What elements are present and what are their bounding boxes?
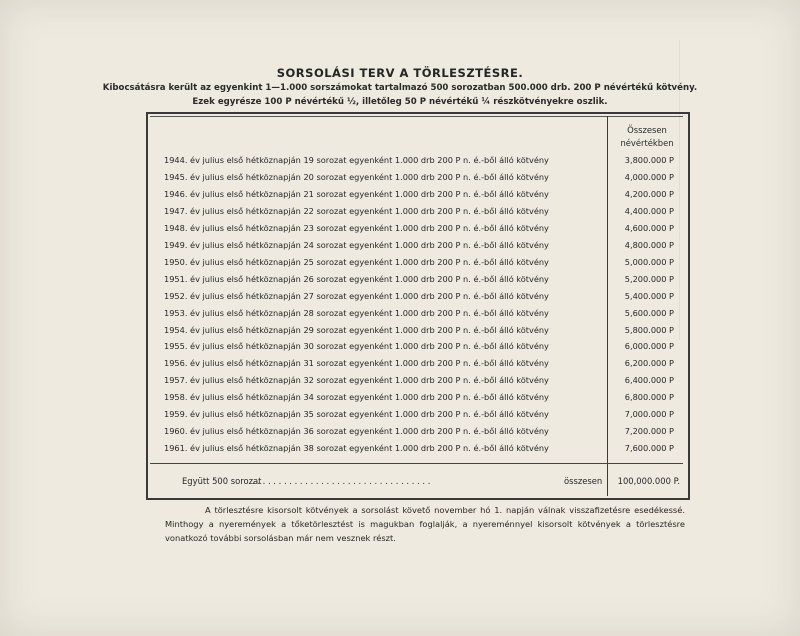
row-description: 1953. év julius első hétköznapján 28 sorozat egyenként 1.000 drb 200 P n. é.-ből álló kötvény	[164, 307, 549, 318]
row-amount: 6,200.000 P	[624, 358, 674, 369]
table-row	[154, 339, 684, 356]
page-title: SORSOLÁSI TERV A TÖRLESZTÉSRE.	[276, 66, 524, 80]
row-description: 1961. év julius első hétköznapján 38 sorozat egyenként 1.000 drb 200 P n. é.-ből álló kötvény	[164, 443, 549, 454]
table-row	[154, 289, 684, 306]
repayment-note	[165, 503, 685, 545]
row-description: 1957. év julius első hétköznapján 32 sorozat egyenként 1.000 drb 200 P n. é.-ből álló kötvény	[164, 375, 549, 386]
row-description: 1950. év julius első hétköznapján 25 sorozat egyenként 1.000 drb 200 P n. é.-ből álló kötvény	[164, 256, 549, 267]
table-row	[154, 204, 684, 221]
table-row	[154, 255, 684, 272]
amount-column-header-sub: névértékben	[620, 138, 674, 148]
row-amount: 4,800.000 P	[624, 239, 674, 250]
row-amount: 5,600.000 P	[624, 307, 674, 318]
row-description: 1949. év julius első hétköznapján 24 sorozat egyenként 1.000 drb 200 P n. é.-ből álló kötvény	[164, 239, 549, 250]
table-row	[154, 356, 684, 373]
row-description: 1958. év julius első hétköznapján 34 sorozat egyenként 1.000 drb 200 P n. é.-ből álló kötvény	[164, 392, 549, 403]
row-amount: 7,200.000 P	[624, 426, 674, 437]
row-description: 1959. év julius első hétköznapján 35 sorozat egyenként 1.000 drb 200 P n. é.-ből álló kötvény	[164, 409, 549, 420]
row-amount: 7,600.000 P	[624, 443, 674, 454]
amount-column-header: Összesen	[627, 125, 667, 135]
row-description: 1947. év julius első hétköznapján 22 sorozat egyenként 1.000 drb 200 P n. é.-ből álló kötvény	[164, 205, 549, 216]
row-description: 1960. év julius első hétköznapján 36 sorozat egyenként 1.000 drb 200 P n. é.-ből álló kötvény	[164, 426, 549, 437]
row-description: 1944. év julius első hétköznapján 19 sorozat egyenként 1.000 drb 200 P n. é.-ből álló kötvény	[164, 155, 549, 165]
table-row	[154, 390, 684, 407]
table-row	[154, 170, 684, 187]
row-amount: 6,000.000 P	[624, 341, 674, 352]
table-row	[154, 238, 684, 255]
row-amount: 5,200.000 P	[624, 273, 674, 284]
row-description: 1952. év julius első hétköznapján 27 sorozat egyenként 1.000 drb 200 P n. é.-ből álló kötvény	[164, 290, 549, 301]
total-amount: 100,000.000 P.	[617, 476, 680, 486]
row-description: 1948. év julius első hétköznapján 23 sorozat egyenként 1.000 drb 200 P n. é.-ből álló kötvény	[164, 222, 549, 233]
total-label: Együtt 500 sorozat	[182, 476, 262, 486]
table-row	[154, 306, 684, 323]
row-amount: 7,000.000 P	[624, 409, 674, 420]
row-amount: 5,800.000 P	[624, 324, 674, 335]
row-amount: 4,000.000 P	[624, 171, 674, 182]
row-amount: 5,000.000 P	[624, 256, 674, 267]
row-description: 1945. év julius első hétköznapján 20 sorozat egyenként 1.000 drb 200 P n. é.-ből álló kötvény	[164, 171, 549, 182]
table-row	[154, 407, 684, 424]
table-row	[154, 272, 684, 289]
row-amount: 5,400.000 P	[624, 290, 674, 301]
total-leader-dots: . . . . . . . . . . . . . . . . . . . . . . . . . . . . . . . . . .	[252, 476, 431, 486]
row-description: 1956. év julius első hétköznapján 31 sorozat egyenként 1.000 drb 200 P n. é.-ből álló kötvény	[164, 358, 549, 369]
table-row	[154, 373, 684, 390]
total-word: összesen	[564, 476, 603, 486]
row-description: 1954. év julius első hétköznapján 29 sorozat egyenként 1.000 drb 200 P n. é.-ből álló kötvény	[164, 324, 549, 335]
table-row	[154, 441, 684, 458]
row-amount: 4,400.000 P	[624, 205, 674, 216]
table-row	[154, 424, 684, 441]
repayment-note-text: A törlesztésre kisorsolt kötvények a sorsolást követő november hó 1. napján válnak visszafizetésre esedékessé. Minthogy a nyeremények a tőketörlesztést is magukban foglalják, a nyereménnyel kisorsolt kötvények a törlesztésre vonatkozó további sorsolásban már nem vesznek részt.	[165, 505, 685, 543]
subtitle-line-2: Ezek egyrésze 100 P névértékű ½, illetőleg 50 P névértékű ¼ részkötvényekre oszlik.	[192, 97, 608, 107]
total-divider	[150, 463, 683, 464]
table-row	[154, 221, 684, 238]
row-amount: 4,200.000 P	[624, 188, 674, 199]
row-amount: 6,400.000 P	[624, 375, 674, 386]
row-amount: 4,600.000 P	[624, 222, 674, 233]
row-description: 1955. év julius első hétköznapján 30 sorozat egyenként 1.000 drb 200 P n. é.-ből álló kötvény	[164, 341, 549, 352]
table-row	[154, 187, 684, 204]
row-description: 1946. év julius első hétköznapján 21 sorozat egyenként 1.000 drb 200 P n. é.-ből álló kötvény	[164, 188, 549, 199]
table-inner-rule	[150, 116, 683, 117]
subtitle-line-1: Kibocsátásra került az egyenkint 1—1.000 sorszámokat tartalmazó 500 sorozatban 500.000 drb. 200 P névértékű kötvény.	[102, 83, 698, 93]
row-amount: 6,800.000 P	[624, 392, 674, 403]
table-row	[154, 323, 684, 340]
row-description: 1951. év julius első hétköznapján 26 sorozat egyenként 1.000 drb 200 P n. é.-ből álló kötvény	[164, 273, 549, 284]
total-row	[154, 475, 684, 491]
row-amount: 3,800.000 P	[624, 155, 674, 165]
table-row	[154, 153, 684, 170]
